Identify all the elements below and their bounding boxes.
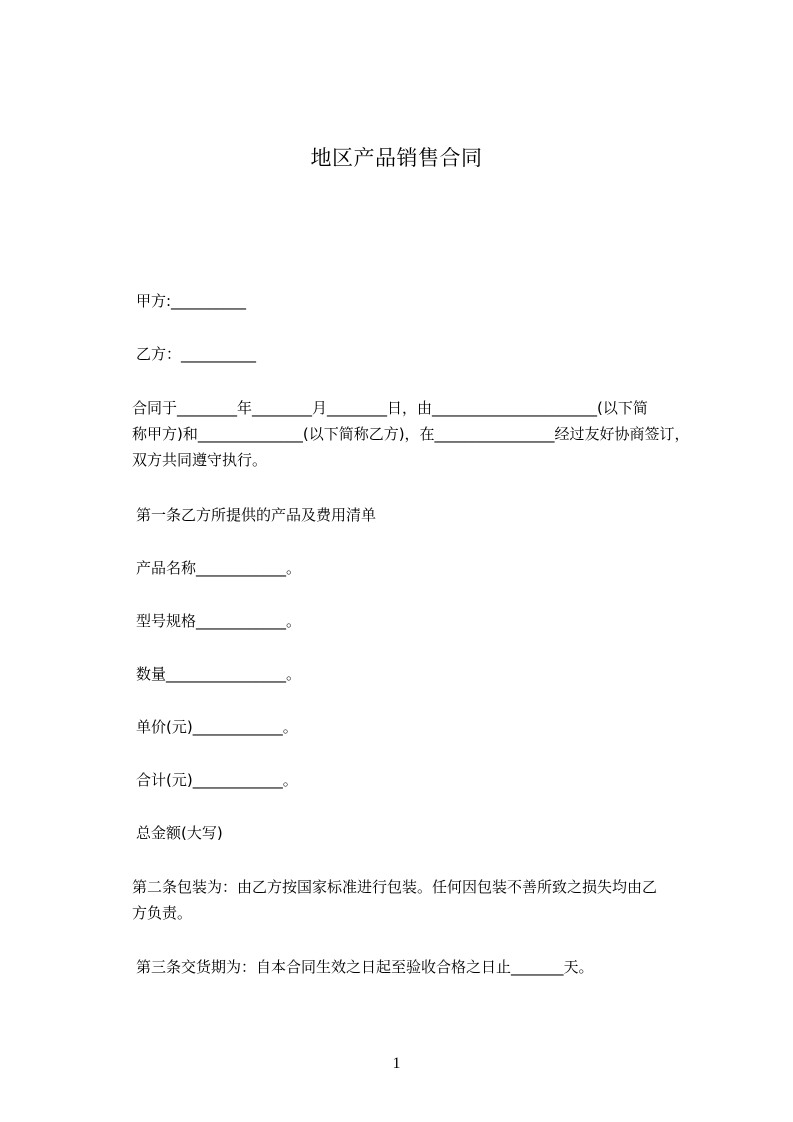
page-number: 1 [392,1055,401,1072]
item-total-amount-words: 总金额(大写) [136,824,223,842]
article-3-line: 第三条交货期为：自本合同生效之日起至验收合格之日止_______天。 [136,958,594,976]
item-model-spec: 型号规格____________。 [136,612,302,630]
intro-line-3: 双方共同遵守执行。 [132,451,268,469]
intro-paragraph [132,395,706,473]
article-1-heading: 第一条乙方所提供的产品及费用清单 [136,506,377,524]
item-quantity: 数量________________。 [136,665,302,683]
article-2-line-1: 第二条包装为：由乙方按国家标准进行包装。任何因包装不善所致之损失均由乙 [132,878,658,896]
party-a-line: 甲方:__________ [136,292,247,310]
party-b-line: 乙方：__________ [136,345,257,363]
article-2-paragraph [132,874,706,926]
item-unit-price: 单价(元)____________。 [136,718,298,736]
intro-line-2: 称甲方)和______________(以下简称乙方)，在________________经过友好协商签订， [132,425,690,443]
item-subtotal: 合计(元)____________。 [136,771,298,789]
article-2-line-2: 方负责。 [132,904,193,922]
document-title: 地区产品销售合同 [310,146,483,170]
item-product-name: 产品名称____________。 [136,559,302,577]
intro-line-1: 合同于________年________月________日，由______________________(以下简 [132,399,648,417]
